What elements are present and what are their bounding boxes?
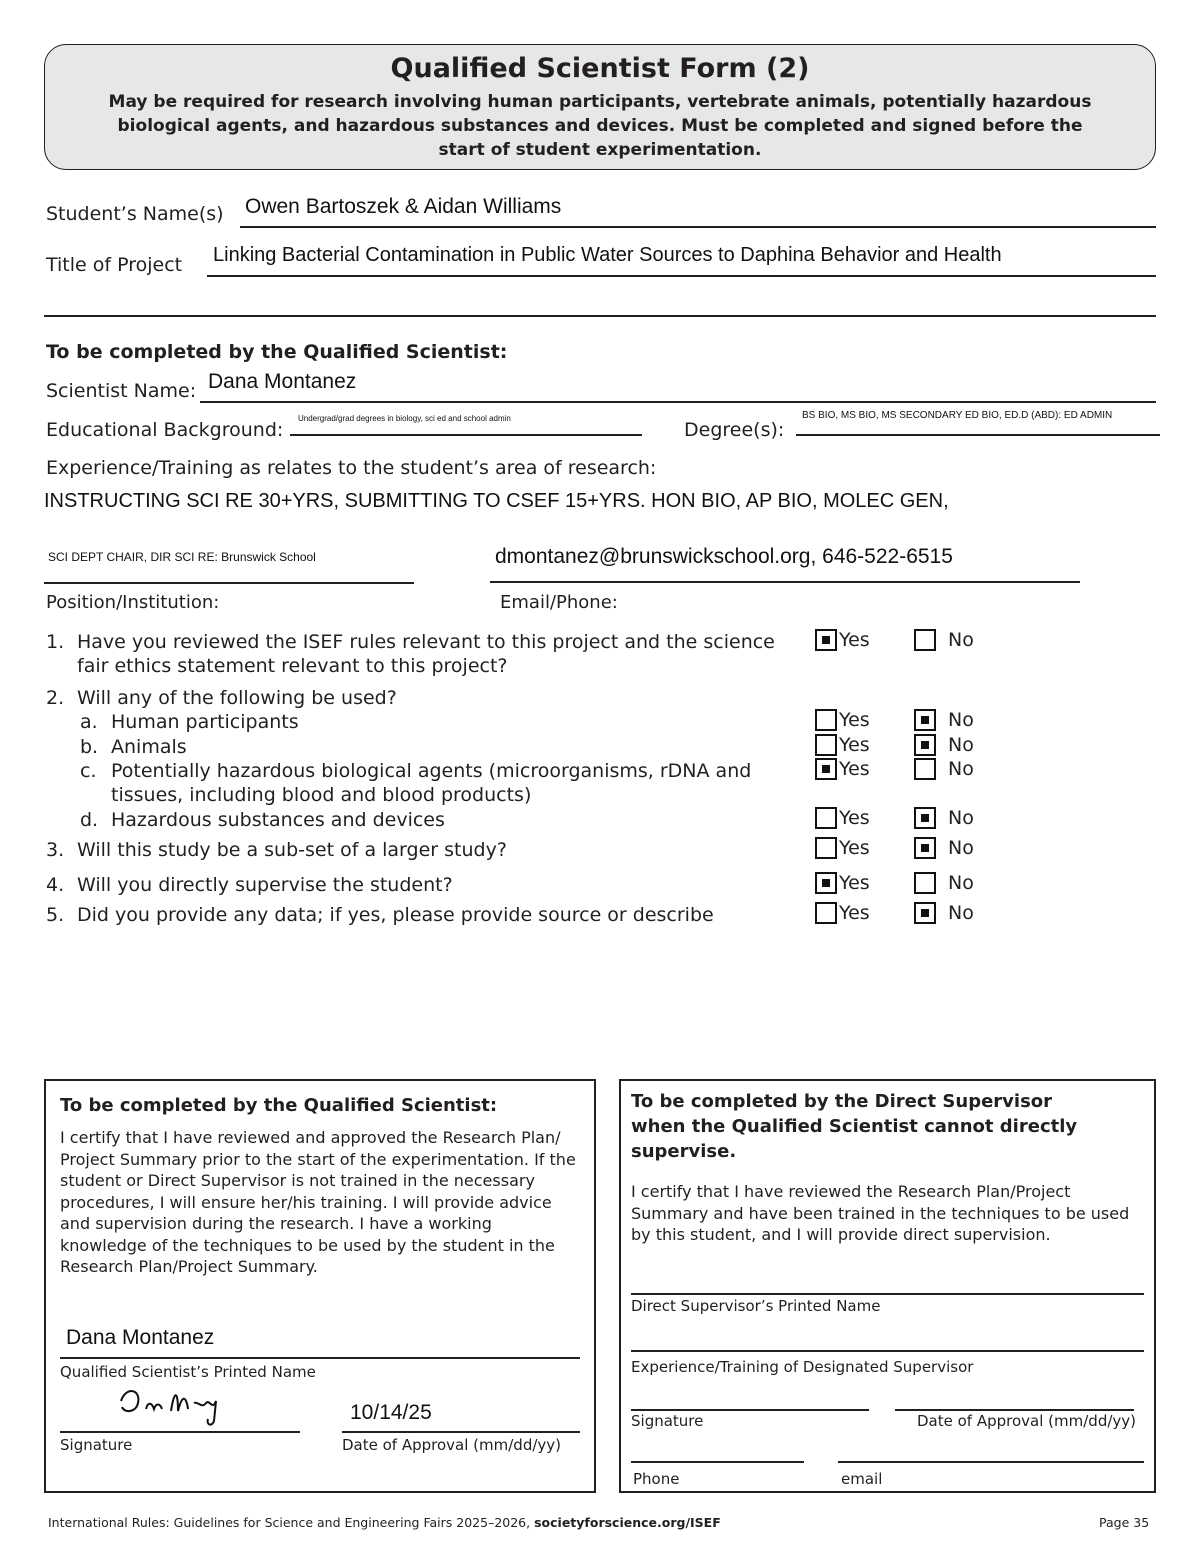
question-text: Will this study be a sub-set of a larger study? [77,839,507,861]
divider [631,1461,804,1463]
option-yes[interactable] [815,807,870,829]
option-label: Yes [839,629,870,651]
student-name-field[interactable]: Owen Bartoszek & Aidan Williams [245,195,562,218]
supervisor-name-label: Direct Supervisor’s Printed Name [631,1297,881,1315]
divider [796,434,1160,436]
experience-field[interactable]: INSTRUCTING SCI RE 30+YRS, SUBMITTING TO CSEF 15+YRS. HON BIO, AP BIO, MOLEC GEN, [44,490,949,512]
footer [48,1515,721,1530]
question-text: Have you reviewed the ISEF rules relevant to this project and the science fair ethics statement relevant to this project? [77,631,775,677]
question-number: 5. [46,904,65,926]
supervisor-experience-label: Experience/Training of Designated Supervisor [631,1358,974,1376]
checkbox-no[interactable] [914,837,936,859]
option-label: No [948,758,974,780]
scientist-name-label: Scientist Name: [46,380,197,402]
project-title-label: Title of Project [46,254,183,276]
checkbox-no[interactable] [914,872,936,894]
panel-title: To be completed by the Direct Supervisor when the Qualified Scientist cannot directly supervise. [631,1091,1078,1162]
certification-text: I certify that I have reviewed the Research Plan/Project Summary and have been trained in the techniques to be used by this student, and I will provide direct supervision. [631,1182,1130,1244]
option-yes[interactable] [815,837,870,859]
checkbox-no[interactable] [914,629,936,651]
option-label: Yes [839,837,870,859]
option-no[interactable] [914,872,974,894]
divider [44,315,1156,317]
question-number: 4. [46,874,65,896]
option-label: No [948,629,974,651]
checkbox-yes[interactable] [815,629,837,651]
option-label: Yes [839,872,870,894]
project-title-field[interactable]: Linking Bacterial Contamination in Public Water Sources to Daphina Behavior and Health [213,244,1002,266]
student-name-label: Student’s Name(s) [46,203,224,225]
divider [342,1431,580,1433]
supervisor-email-label: email [841,1470,883,1488]
question-text: Will you directly supervise the student? [77,874,453,896]
email-field[interactable]: dmontanez@brunswickschool.org, 646-522-6515 [495,545,953,568]
checkbox-yes[interactable] [815,807,837,829]
checkbox-no[interactable] [914,734,936,756]
supervisor-phone-label: Phone [633,1470,680,1488]
experience-label: Experience/Training as relates to the student’s area of research: [46,457,657,479]
checkbox-yes[interactable] [815,709,837,731]
question-number: 2. [46,687,65,709]
option-yes[interactable] [815,872,870,894]
scientist-name-field[interactable]: Dana Montanez [208,370,357,393]
option-label: No [948,734,974,756]
divider [60,1431,300,1433]
form-header [44,44,1156,170]
edu-field[interactable]: Undergrad/grad degrees in biology, sci ed and school admin [298,414,511,423]
footer-link[interactable]: societyforscience.org/ISEF [534,1515,721,1530]
question-text: Potentially hazardous biological agents (microorganisms, rDNA and tissues, including blood and blood products) [111,760,752,806]
footer-text: International Rules: Guidelines for Science and Engineering Fairs 2025–2026, [48,1515,535,1530]
option-label: Yes [839,709,870,731]
question-text: Animals [111,736,187,758]
option-label: No [948,872,974,894]
option-label: Yes [839,902,870,924]
option-label: No [948,709,974,731]
scientist-section-title: To be completed by the Qualified Scientist: [46,341,508,363]
option-no[interactable] [914,902,974,924]
degree-label: Degree(s): [684,419,785,441]
option-label: No [948,837,974,859]
edu-label: Educational Background: [46,419,284,441]
printed-name-label: Qualified Scientist’s Printed Name [60,1363,316,1381]
divider [631,1409,869,1411]
panel-title: To be completed by the Qualified Scientist: [60,1095,498,1116]
checkbox-no[interactable] [914,902,936,924]
divider [895,1409,1134,1411]
divider [240,226,1156,228]
question-number: b. [80,736,99,758]
checkbox-yes[interactable] [815,734,837,756]
option-label: Yes [839,734,870,756]
page-number: Page 35 [1099,1515,1150,1530]
option-label: No [948,902,974,924]
question-text: Did you provide any data; if yes, please provide source or describe [77,904,714,926]
qualified-scientist-panel [44,1079,596,1493]
option-no[interactable] [914,629,974,651]
option-no[interactable] [914,837,974,859]
checkbox-yes[interactable] [815,837,837,859]
signature-image [116,1381,236,1431]
supervisor-signature-label: Signature [631,1412,704,1430]
question-number: a. [80,711,98,733]
option-no[interactable] [914,709,974,731]
divider [207,275,1156,277]
question-text: Hazardous substances and devices [111,809,445,831]
form-title: Qualified Scientist Form (2) [390,53,810,84]
option-label: Yes [839,807,870,829]
option-label: No [948,807,974,829]
question-number: 3. [46,839,65,861]
form-subtitle: May be required for research involving human participants, vertebrate animals, potentially hazardous biological agents, and hazardous substances and devices. Must be completed and signed before the start of student experimentation. [108,92,1092,160]
direct-supervisor-panel [619,1079,1156,1493]
checkbox-no[interactable] [914,709,936,731]
option-no[interactable] [914,807,974,829]
supervisor-date-label: Date of Approval (mm/dd/yy) [917,1412,1137,1430]
checkbox-no[interactable] [914,807,936,829]
option-yes[interactable] [815,758,870,780]
divider [490,581,1080,583]
date-field[interactable]: 10/14/25 [350,1401,432,1424]
question-text: Human participants [111,711,299,733]
checkbox-no[interactable] [914,758,936,780]
checkbox-yes[interactable] [815,902,837,924]
divider [631,1293,1144,1295]
question-number: 1. [46,631,65,653]
checkbox-yes[interactable] [815,872,837,894]
option-yes[interactable] [815,902,870,924]
certification-text: I certify that I have reviewed and approved the Research Plan/ Project Summary prior to the start of the experimentation. If the student or Direct Supervisor is not trained in the necessary procedures, I will ensure her/his training. I will provide advice and supervision during the research. I have a working knowledge of the techniques to be used by the student in the Research Plan/Project Summary. [60,1128,576,1276]
question-text: Will any of the following be used? [77,687,397,709]
date-label: Date of Approval (mm/dd/yy) [342,1436,562,1454]
email-label: Email/Phone: [500,592,618,613]
divider [200,401,1156,403]
position-field[interactable]: SCI DEPT CHAIR, DIR SCI RE: Brunswick School [48,550,316,564]
divider [631,1350,1144,1352]
option-no[interactable] [914,758,974,780]
checkbox-yes[interactable] [815,758,837,780]
option-yes[interactable] [815,734,870,756]
option-yes[interactable] [815,629,870,651]
degree-field[interactable]: BS BIO, MS BIO, MS SECONDARY ED BIO, ED.D (ABD): ED ADMIN [802,410,1113,421]
divider [44,582,414,584]
option-label: Yes [839,758,870,780]
signature-label: Signature [60,1436,133,1454]
divider [290,434,642,436]
divider [838,1461,1144,1463]
question-number: d. [80,809,99,831]
printed-name-field[interactable]: Dana Montanez [66,1326,215,1349]
divider [60,1357,580,1359]
position-label: Position/Institution: [46,592,220,613]
option-yes[interactable] [815,709,870,731]
option-no[interactable] [914,734,974,756]
question-number: c. [80,760,97,782]
